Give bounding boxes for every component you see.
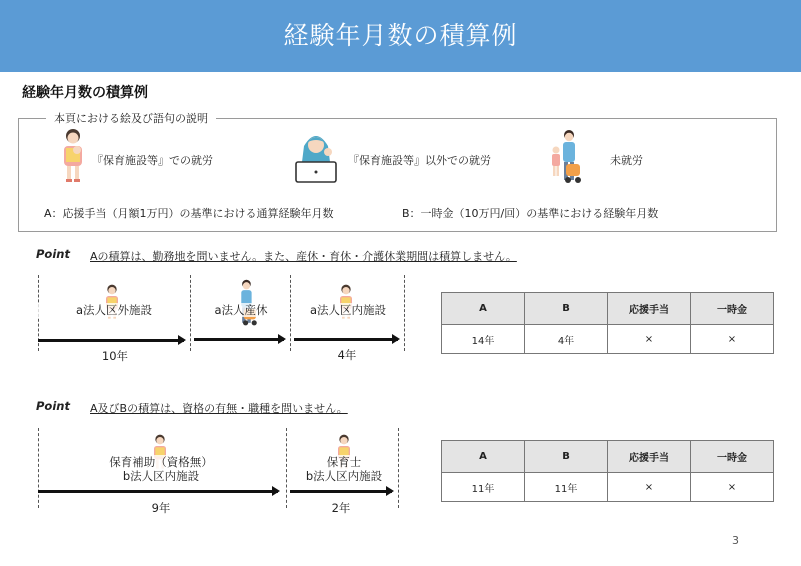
table-header: 応援手当 bbox=[608, 441, 691, 473]
page-number: 3 bbox=[732, 534, 739, 547]
timeline-divider bbox=[190, 275, 191, 351]
result-table-1 bbox=[441, 292, 774, 354]
segment-label: 保育士 bbox=[294, 455, 394, 469]
table-header: 一時金 bbox=[691, 293, 774, 325]
timeline-divider bbox=[398, 428, 399, 508]
table-cell: × bbox=[608, 473, 691, 502]
table-cell: 11年 bbox=[525, 473, 608, 502]
legend-label-unemployed: 未就労 bbox=[610, 154, 643, 167]
timeline-arrow bbox=[194, 338, 284, 341]
segment-duration: 2年 bbox=[331, 501, 351, 515]
table-cell: 11年 bbox=[442, 473, 525, 502]
point-label-1: Point bbox=[36, 247, 70, 261]
timeline-divider bbox=[286, 428, 287, 508]
timeline-arrow bbox=[38, 490, 278, 493]
timeline-arrow bbox=[294, 338, 398, 341]
segment-label: a法人区内施設 bbox=[296, 303, 400, 317]
table-header: 応援手当 bbox=[608, 293, 691, 325]
segment-duration: 4年 bbox=[337, 348, 357, 362]
table-header: 一時金 bbox=[691, 441, 774, 473]
result-table-2 bbox=[441, 440, 774, 502]
timeline-divider bbox=[38, 428, 39, 508]
segment-label: 保育補助（資格無） bbox=[86, 455, 236, 469]
point-text-1: Aの積算は、勤務地を問いません。また、産休・育休・介護休業期間は積算しません。 bbox=[90, 250, 517, 263]
table-cell: 14年 bbox=[442, 325, 525, 354]
segment-label: b法人区内施設 bbox=[294, 469, 394, 483]
timeline-divider bbox=[290, 275, 291, 351]
legend-caption: 本頁における絵及び語句の説明 bbox=[46, 110, 216, 126]
segment-label: a法人産休 bbox=[196, 303, 286, 317]
segment-duration: 9年 bbox=[151, 501, 171, 515]
table-header: A bbox=[442, 441, 525, 473]
table-cell: × bbox=[691, 325, 774, 354]
legend-label-office: 『保育施設等』以外での就労 bbox=[348, 154, 491, 167]
section-subtitle: 経験年月数の積算例 bbox=[22, 85, 148, 101]
table-header: A bbox=[442, 293, 525, 325]
point-text-2: A及びBの積算は、資格の有無・職種を問いません。 bbox=[90, 402, 348, 415]
table-cell: 4年 bbox=[525, 325, 608, 354]
page-title: 経験年月数の積算例 bbox=[283, 21, 518, 50]
table-header: B bbox=[525, 293, 608, 325]
point-label-2: Point bbox=[36, 399, 70, 413]
definition-a: A：応援手当（月額1万円）の基準における通算経験年月数 bbox=[44, 207, 334, 220]
timeline-divider bbox=[404, 275, 405, 351]
childcare-worker-icon bbox=[102, 280, 122, 324]
family-stroller-icon bbox=[548, 128, 582, 186]
definition-b: B：一時金（10万円/回）の基準における経験年月数 bbox=[402, 207, 659, 220]
childcare-worker-icon bbox=[58, 126, 88, 184]
timeline-arrow bbox=[290, 490, 392, 493]
timeline-arrow bbox=[38, 339, 184, 342]
segment-duration: 10年 bbox=[101, 349, 129, 363]
table-header: B bbox=[525, 441, 608, 473]
childcare-worker-icon bbox=[336, 280, 356, 324]
segment-label: a法人区外施設 bbox=[38, 303, 190, 317]
table-cell: × bbox=[691, 473, 774, 502]
segment-label: b法人区内施設 bbox=[86, 469, 236, 483]
office-worker-icon bbox=[288, 128, 344, 184]
legend-label-childcare: 『保育施設等』での就労 bbox=[92, 154, 213, 167]
table-cell: × bbox=[608, 325, 691, 354]
